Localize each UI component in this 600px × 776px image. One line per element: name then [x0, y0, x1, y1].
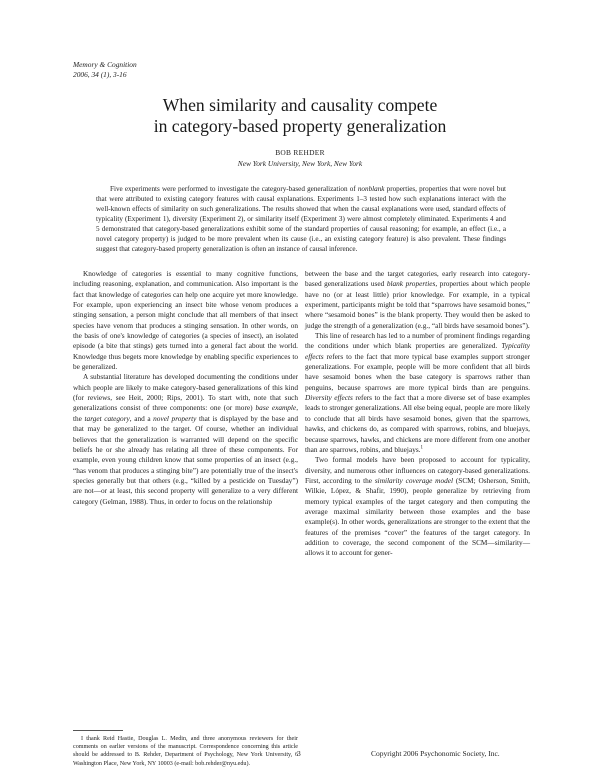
- abstract-text-2: properties, properties that were novel but that were attributed to existing category features with causal explanations. Experiments 1–3 tested how such explanations interact with the well-known effects of similarity on such generalizations. The results showed that when the causal explanations were used, standard effects of typicality (Experiment 1), diversity (Experiment 2), or similarity itself (Experiment 3) were almost completely eliminated. Experiments 4 and 5 demonstrated that category-based generalizations exhibit some of the standard properties of causal reasoning; for example, an effect (i.e., a novel category property) is judged to be more prevalent when its cause (i.e., an existing category feature) is also prevalent. These findings suggest that category-based property generalization is often an instance of causal inference.: [96, 185, 506, 254]
- term-diversity-effects: Diversity effects: [305, 393, 353, 403]
- journal-header: [73, 60, 137, 80]
- author-name: BOB REHDER: [275, 148, 325, 157]
- text-run: refers to the fact that more typical base examples support stronger generalizations. For example, people will be more confident that all birds have sesamoid bones when the base category is sparrows rather than penguins, because sparrows are more typical birds than are penguins.: [305, 351, 530, 392]
- abstract-term: nonblank: [357, 185, 385, 193]
- right-column: [305, 269, 530, 559]
- abstract: [96, 184, 506, 255]
- left-paragraph-1: Knowledge of categories is essential to many cognitive functions, including reasoning, explanation, and communication. Also important is the fact that knowledge of categories can help one acquire yet more knowledge. For example, upon experiencing an insect bite whose venom produces a stinging sensation, a person might conclude that all members of that insect species have venom that produces a stinging sensation. In other words, on the basis of one's knowledge of categories (a species of insect), an isolated episode (a bite that stings) gets turned into a general fact about the world. Knowledge thus begets more knowledge by enabling specific experiences to be generalized.: [73, 269, 298, 372]
- left-paragraph-2: [73, 372, 298, 506]
- term-target-category: target category: [84, 413, 130, 423]
- copyright-notice: Copyright 2006 Psychonomic Society, Inc.: [371, 749, 500, 758]
- abstract-text-1: Five experiments were performed to investigate the category-based generalization of: [110, 185, 358, 193]
- text-run: between the base and the target categories, early research into category-based generalizations used: [305, 269, 530, 289]
- term-blank-properties: blank properties: [386, 279, 436, 289]
- left-column: [73, 269, 298, 507]
- text-run: , properties about which people have no (or at least little) prior knowledge. For example, in a typical experiment, participants might be told that “sparrows have sesamoid bones,” where “sesamoid bones” is the blank property. They would then be asked to judge the strength of a generalization (e.g., “all birds have sesamoid bones”).: [305, 279, 531, 330]
- author-affiliation: New York University, New York, New York: [237, 159, 363, 168]
- title-line-1: When similarity and causality compete: [162, 95, 438, 115]
- term-typicality-effects: Typicality effects: [305, 341, 530, 361]
- footnote-marker: 1: [420, 445, 424, 451]
- text-run: that is displayed by the base and that may be generalized to the target. Of course, whether an individual believes that the generalization is warranted will depend on the specific beliefs he or she already has relating all three of these components. For example, even young children know that some properties of an insect (e.g., “has venom that produces a stinging bite”) are potentially true of the insect's species generally but that others (e.g., “killed by a pesticide on Tuesday”) are not—or at least, this second property will generalize to a very different category (Gelman, 1988). Thus, in order to focus on the relationship: [73, 413, 298, 506]
- text-run: refers to the fact that a more diverse set of base examples leads to stronger generalizations. All else being equal, people are more likely to conclude that all birds have sesamoid bones, given that the sparrows, hawks, and chickens do, as compared with sparrows, robins, and bluejays, because sparrows, hawks, and chickens are more different from one another than are sparrows, robins, and bluejays.: [305, 393, 530, 454]
- author-note-footnote: I thank Reid Hastie, Douglas L. Medin, and three anonymous reviewers for their comments on earlier versions of the manuscript. Correspondence concerning this article should be addressed to B. Rehder, Department of Psychology, New York University, 6 Washington Place, New York, NY 10003 (e-mail: bob.rehder@nyu.edu).: [73, 736, 298, 767]
- journal-citation: 2006, 34 (1), 3-16: [73, 70, 127, 79]
- paper-title: [0, 95, 600, 137]
- term-base-example: base example: [255, 403, 297, 413]
- title-line-2: in category-based property generalization: [153, 116, 447, 136]
- term-similarity-coverage-model: similarity coverage model: [374, 475, 454, 485]
- page-number: 3: [297, 749, 301, 758]
- text-run: Two formal models have been proposed to account for typicality, diversity, and numerous other influences on category-based generalizations. First, according to the: [305, 455, 530, 485]
- right-paragraph-2: [305, 331, 530, 455]
- text-run: This line of research has led to a number of prominent findings regarding the conditions under which blank properties are generalized.: [305, 331, 530, 351]
- term-novel-property: novel property: [153, 413, 197, 423]
- text-run: A substantial literature has developed documenting the conditions under which people are likely to make category-based generalizations of this kind (for reviews, see Heit, 2000; Rips, 2001). To start with, note that such generalizations consist of three components: one (or more): [73, 372, 298, 413]
- right-paragraph-3: [305, 455, 530, 558]
- footnote-divider: [73, 730, 123, 731]
- right-paragraph-1: [305, 269, 530, 331]
- journal-name: Memory & Cognition: [73, 60, 137, 69]
- text-run: (SCM; Osherson, Smith, Wilkie, López, & Shafir, 1990), people generalize by retrieving from memory typical examples of the target category and then computing the average maximal similarity between those examples and the base example(s). In other words, generalizations are stronger to the extent that the features of the premises “cover” the features of the target category. In addition to coverage, the second component of the SCM—similarity—allows it to account for gener-: [305, 475, 530, 558]
- text-run: , and a: [129, 413, 154, 423]
- text-run: , the: [73, 403, 299, 423]
